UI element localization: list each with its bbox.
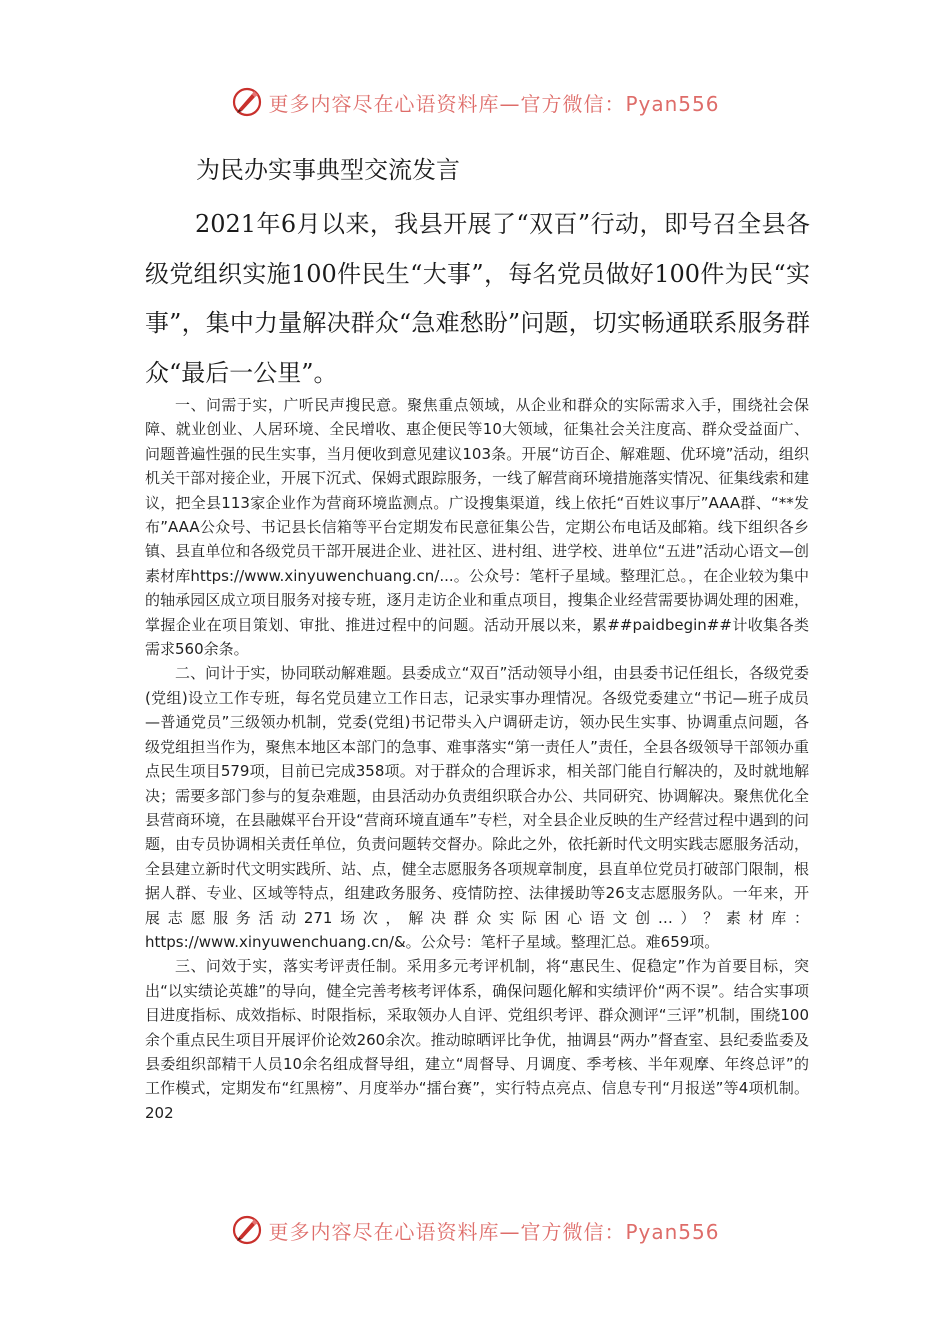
document-body	[145, 393, 809, 1125]
pen-logo-icon	[230, 1213, 264, 1247]
section-paragraph-3: 三、问效于实，落实考评责任制。采用多元考评机制，将“惠民生、促稳定”作为首要目标，突出“以实绩论英雄”的导向，健全完善考核考评体系，确保问题化解和实绩评价“两不误”。结合实事项目进度指标、成效指标、时限指标，采取领办人自评、党组织考评、群众测评“三评”机制，围绕100余个重点民生项目开展评价论效260余次。推动晾晒评比争优，抽调县“两办”督查室、县纪委监委及县委组织部精干人员10余名组成督导组，建立“周督导、月调度、季考核、半年观摩、年终总评”的工作模式，定期发布“红黑榜”、月度举办“擂台赛”，实行特点亮点、信息专刊“月报送”等4项机制。202	[145, 957, 809, 1122]
watermark-text: 更多内容尽在心语资料库—官方微信：Pyan556	[268, 91, 720, 116]
document-title: 为民办实事典型交流发言	[196, 156, 460, 184]
header-watermark	[0, 82, 950, 122]
section-paragraph-1: 一、问需于实，广听民声搜民意。聚焦重点领域，从企业和群众的实际需求入手，围绕社会保障、就业创业、人居环境、全民增收、惠企便民等10大领域，征集社会关注度高、群众受益面广、问题普遍性强的民生实事，当月便收到意见建议103条。开展“访百企、解难题、优环境”活动，组织机关干部对接企业，开展下沉式、保姆式跟踪服务，一线了解营商环境措施落实情况、征集线索和建议，把全县113家企业作为营商环境监测点。广设搜集渠道，线上依托“百姓议事厅”AAA群、“**发布”AAA公众号、书记县长信箱等平台定期发布民意征集公告，定期公布电话及邮箱。线下组织各乡镇、县直单位和各级党员干部开展进企业、进社区、进村组、进学校、进单位“五进”活动心语文—创素材库https://www.xinyuwenchuang.cn/...。公众号：笔杆子星域。整理汇总。，在企业较为集中的轴承园区成立项目服务对接专班，逐月走访企业和重点项目，搜集企业经营需要协调处理的困难，掌握企业在项目策划、审批、推进过程中的问题。活动开展以来，累##paidbegin##计收集各类需求560余条。	[145, 396, 809, 659]
watermark-text: 更多内容尽在心语资料库—官方微信：Pyan556	[268, 1219, 720, 1244]
pen-logo-icon	[230, 85, 264, 119]
section-paragraph-2: 二、问计于实，协同联动解难题。县委成立“双百”活动领导小组，由县委书记任组长，各级党委(党组)设立工作专班，每名党员建立工作日志，记录实事办理情况。各级党委建立“书记—班子成员—普通党员”三级领办机制，党委(党组)书记带头入户调研走访，领办民生实事、协调重点问题，各级党组担当作为，聚焦本地区本部门的急事、难事落实“第一责任人”责任，全县各级领导干部领办重点民生项目579项，目前已完成358项。对于群众的合理诉求，相关部门能自行解决的，及时就地解决；需要多部门参与的复杂难题，由县活动办负责组织联合办公、共同研究、协调解决。聚焦优化全县营商环境，在县融媒平台开设“营商环境直通车”专栏，对全县企业反映的生产经营过程中遇到的问题，由专员协调相关责任单位，负责问题转交督办。除此之外，依托新时代文明实践志愿服务活动，全县建立新时代文明实践所、站、点，健全志愿服务各项规章制度，县直单位党员打破部门限制，根据人群、专业、区域等特点，组建政务服务、疫情防控、法律援助等26支志愿服务队。一年来，开展志愿服务活动271场次，解决群众实际困心语文创…）？素材库：https://www.xinyuwenchuang.cn/&。公众号：笔杆子星域。整理汇总。难659项。	[145, 664, 809, 951]
footer-watermark	[0, 1210, 950, 1250]
lead-paragraph: 2021年6月以来，我县开展了“双百”行动，即号召全县各级党组织实施100件民生“大事”，每名党员做好100件为民“实事”，集中力量解决群众“急难愁盼”问题，切实畅通联系服务群众“最后一公里”。	[145, 210, 810, 387]
